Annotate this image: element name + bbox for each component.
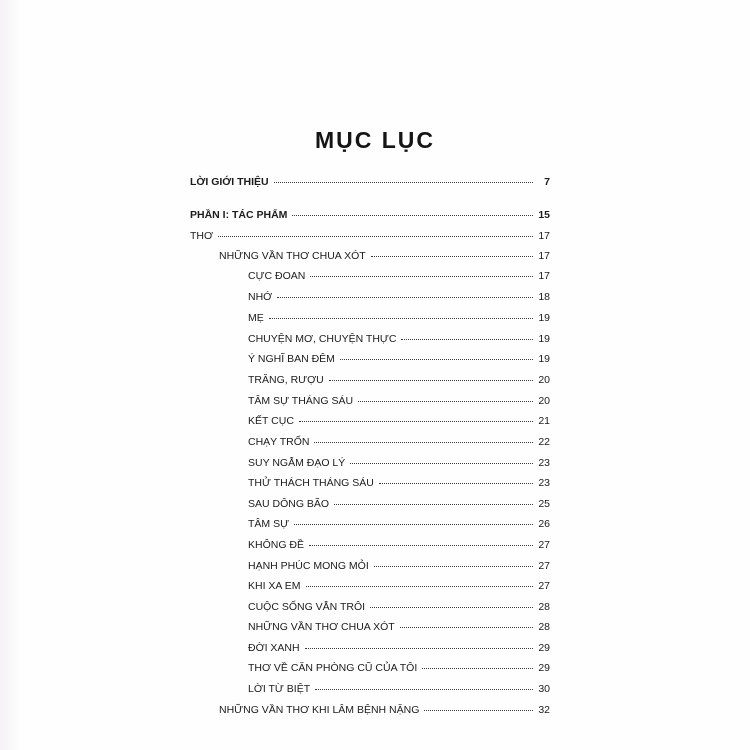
toc-entry-label: SAU DÔNG BÃO	[248, 498, 330, 510]
toc-entry-page: 20	[538, 395, 550, 407]
toc-entry[interactable]	[190, 176, 550, 188]
toc-entry-label: CHUYỆN MƠ, CHUYỆN THỰC	[248, 333, 397, 345]
leader-dots	[334, 503, 533, 505]
toc-entry-label: TÂM SỰ THÁNG SÁU	[248, 395, 354, 407]
leader-dots	[422, 667, 533, 669]
leader-dots	[314, 441, 533, 443]
toc-entry-label: THƠ	[190, 230, 213, 242]
toc-entry-page: 23	[538, 457, 550, 469]
toc-entry[interactable]	[248, 374, 550, 386]
toc-entry[interactable]	[248, 683, 550, 695]
toc-entry-page: 23	[538, 477, 550, 489]
leader-dots	[358, 400, 533, 402]
page-title: MỤC LỤC	[314, 127, 436, 154]
toc-entry-page: 19	[538, 353, 550, 365]
toc-entry[interactable]	[219, 250, 550, 262]
toc-entry-label: PHẦN I: TÁC PHẨM	[190, 209, 288, 221]
toc-entry-page: 7	[544, 176, 550, 188]
toc-entry[interactable]	[248, 621, 550, 633]
toc-entry-label: KHÔNG ĐỀ	[248, 539, 305, 551]
toc-entry-page: 17	[538, 270, 550, 282]
toc-entry-label: THƠ VỀ CĂN PHÒNG CŨ CỦA TÔI	[248, 662, 418, 674]
toc-entry-label: LỜI GIỚI THIỆU	[190, 176, 269, 188]
toc-entry-label: TÂM SỰ	[248, 518, 290, 530]
toc-entry[interactable]	[248, 539, 550, 551]
leader-dots	[274, 181, 533, 183]
toc-entry-label: NHỚ	[248, 291, 273, 303]
toc-entry[interactable]	[248, 518, 550, 530]
toc-entry[interactable]	[248, 333, 550, 345]
toc-entry-page: 32	[538, 704, 550, 716]
toc-entry[interactable]	[248, 498, 550, 510]
leader-dots	[379, 482, 533, 484]
toc-entry-page: 25	[538, 498, 550, 510]
leader-dots	[424, 709, 533, 711]
toc-entry[interactable]	[248, 662, 550, 674]
leader-dots	[292, 214, 533, 216]
toc-entry[interactable]	[248, 353, 550, 365]
toc-entry-page: 29	[538, 642, 550, 654]
leader-dots	[315, 688, 533, 690]
leader-dots	[374, 565, 533, 567]
toc-entry[interactable]	[248, 642, 550, 654]
toc-entry[interactable]	[248, 415, 550, 427]
toc-entry[interactable]	[190, 230, 550, 242]
leader-dots	[294, 523, 533, 525]
toc-entry[interactable]	[248, 560, 550, 572]
toc-entry-label: THỬ THÁCH THÁNG SÁU	[248, 477, 374, 489]
leader-dots	[401, 338, 533, 340]
toc-entry-page: 17	[538, 250, 550, 262]
toc-entry-page: 27	[538, 560, 550, 572]
toc-entry-label: CHẠY TRỐN	[248, 436, 310, 448]
leader-dots	[370, 606, 533, 608]
toc-entry-page: 22	[538, 436, 550, 448]
toc-entry-label: Ý NGHĨ BAN ĐÊM	[248, 353, 335, 365]
toc-entry-page: 28	[538, 601, 550, 613]
toc-entry-page: 20	[538, 374, 550, 386]
toc-entry-page: 19	[538, 333, 550, 345]
leader-dots	[310, 275, 533, 277]
toc-entry-label: NHỮNG VẦN THƠ CHUA XÓT	[219, 250, 366, 262]
toc-entry-label: KẾT CỤC	[248, 415, 294, 427]
leader-dots	[306, 585, 533, 587]
toc-entry-page: 27	[538, 580, 550, 592]
toc-entry-label: HẠNH PHÚC MONG MỎI	[248, 560, 369, 572]
leader-dots	[269, 317, 533, 319]
toc-entry[interactable]	[248, 436, 550, 448]
leader-dots	[371, 255, 533, 257]
toc-entry[interactable]	[248, 477, 550, 489]
toc-entry-page: 26	[538, 518, 550, 530]
leader-dots	[329, 379, 533, 381]
toc-entry-page: 30	[538, 683, 550, 695]
toc-entry[interactable]	[248, 291, 550, 303]
toc-entry-label: KHI XA EM	[248, 580, 301, 592]
toc-entry-label: LỜI TỪ BIỆT	[248, 683, 311, 695]
leader-dots	[299, 420, 533, 422]
toc-entry-page: 19	[538, 312, 550, 324]
toc-entry[interactable]	[248, 601, 550, 613]
leader-dots	[305, 647, 533, 649]
leader-dots	[400, 626, 533, 628]
toc-entry-label: SUY NGẪM ĐẠO LÝ	[248, 457, 346, 469]
toc-entry[interactable]	[248, 312, 550, 324]
toc-entry-page: 15	[538, 209, 550, 221]
leader-dots	[340, 358, 533, 360]
toc-entry[interactable]	[248, 457, 550, 469]
leader-dots	[218, 235, 533, 237]
toc-entry-page: 29	[538, 662, 550, 674]
spine-shadow	[0, 0, 22, 750]
leader-dots	[350, 462, 533, 464]
toc-entry-page: 27	[538, 539, 550, 551]
toc-entry[interactable]	[248, 580, 550, 592]
toc-entry-label: TRĂNG, RƯỢU	[248, 374, 324, 386]
toc-entry-label: MẸ	[248, 312, 264, 324]
toc-entry-label: CUỘC SỐNG VẪN TRÔI	[248, 601, 366, 613]
toc-entry[interactable]	[190, 209, 550, 221]
toc-entry-page: 21	[538, 415, 550, 427]
toc-entry-label: NHỮNG VẦN THƠ KHI LÂM BỆNH NẶNG	[219, 704, 420, 716]
toc-entry[interactable]	[248, 270, 550, 282]
toc-entry-label: NHỮNG VẦN THƠ CHUA XÓT	[248, 621, 395, 633]
toc-entry-page: 28	[538, 621, 550, 633]
toc-entry[interactable]	[219, 704, 550, 716]
toc-entry[interactable]	[248, 395, 550, 407]
leader-dots	[277, 296, 533, 298]
toc-entry-page: 18	[538, 291, 550, 303]
toc-entry-label: CỰC ĐOAN	[248, 270, 306, 282]
toc-entry-label: ĐỜI XANH	[248, 642, 300, 654]
leader-dots	[309, 544, 533, 546]
toc-entry-page: 17	[538, 230, 550, 242]
